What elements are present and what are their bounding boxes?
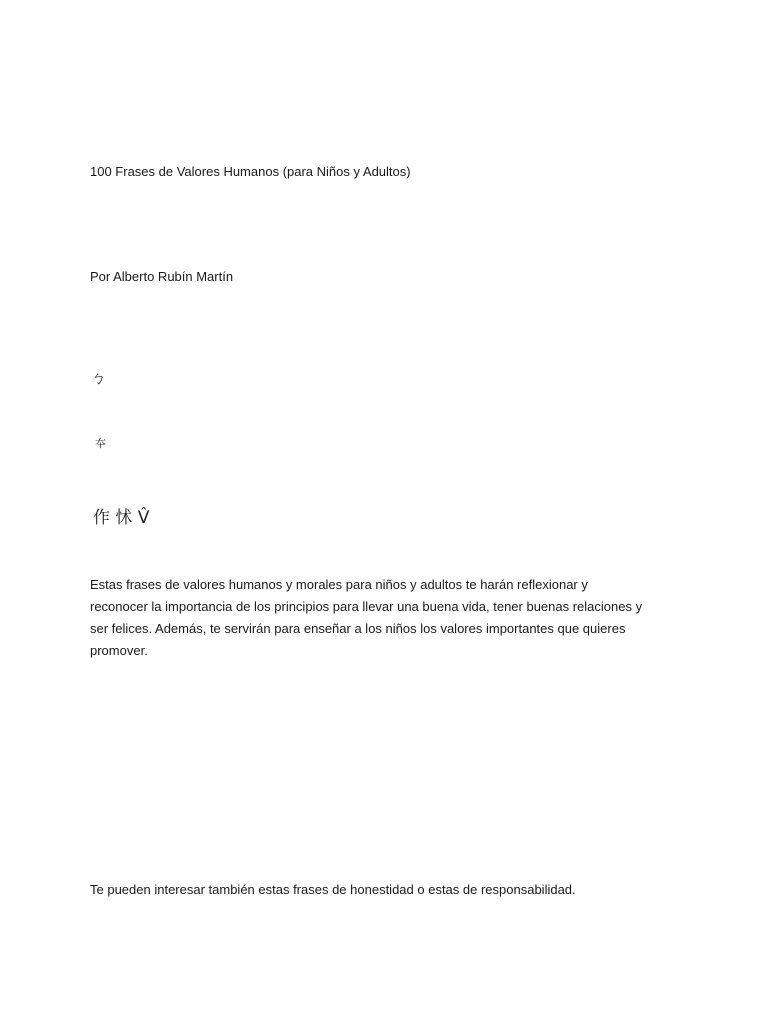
intro-line: promover. xyxy=(90,643,148,658)
intro-line: Estas frases de valores humanos y morales para niños y adultos te harán reflexionar y xyxy=(90,577,588,592)
garbled-glyph-line-2: 夲 xyxy=(95,437,106,450)
related-links-text: Te pueden interesar también estas frases de honestidad o estas de responsabilidad. xyxy=(90,882,576,897)
garbled-glyph-line-3: 作 怵 V̂ xyxy=(93,508,150,528)
author-byline: Por Alberto Rubín Martín xyxy=(90,269,234,284)
intro-line: reconocer la importancia de los principios para llevar una buena vida, tener buenas relaciones y xyxy=(90,599,643,614)
document-title: 100 Frases de Valores Humanos (para Niños y Adultos) xyxy=(90,164,411,179)
garbled-glyph-line-1: ㄅ xyxy=(91,369,107,387)
intro-line: ser felices. Además, te servirán para enseñar a los niños los valores importantes que quieres xyxy=(90,621,626,636)
intro-paragraph xyxy=(90,574,682,662)
